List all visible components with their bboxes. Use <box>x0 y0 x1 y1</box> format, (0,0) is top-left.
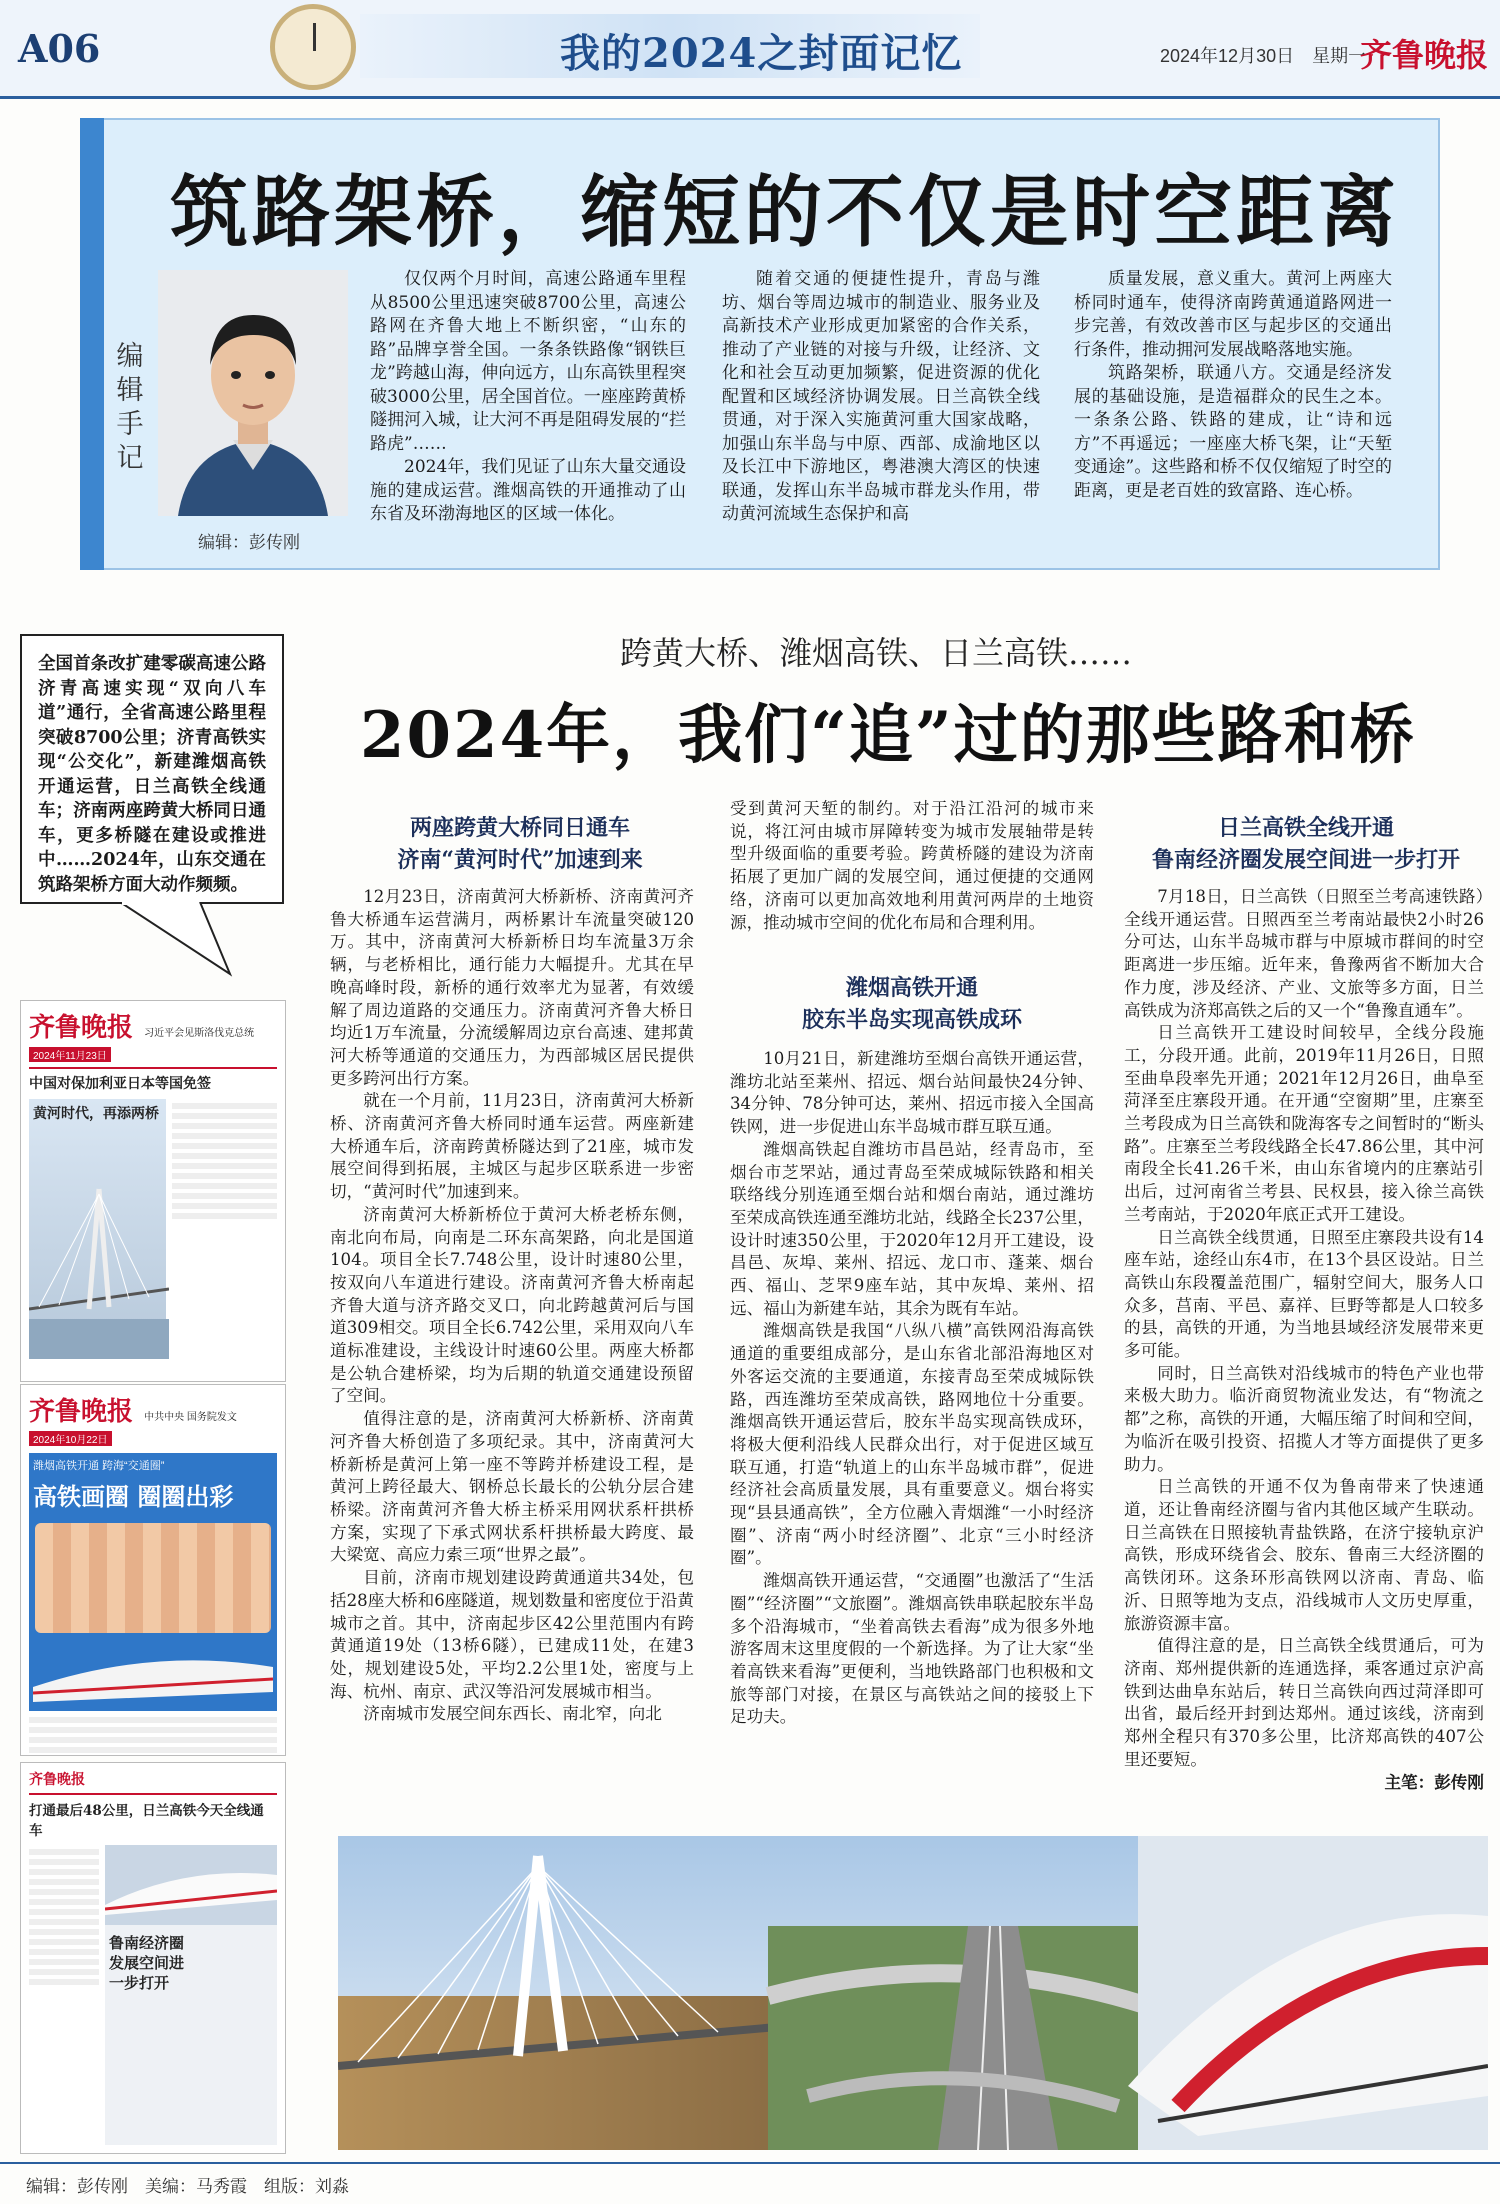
thumb-1-date: 2024年11月23日 <box>29 1047 111 1062</box>
thumb-2-train-illustration <box>33 1647 273 1707</box>
thumb-3-paper: 齐鲁晚报 <box>29 1772 85 1788</box>
thumb-3-train-illustration <box>105 1845 277 1925</box>
editor-note-col-3: 质量发展，意义重大。黄河上两座大桥同时通车，使得济南跨黄通道路网进一步完善，有效改善市区与起步区的交通出行条件，推动拥河发展战略落地实施。 筑路架桥，联通八方。交通是经济发展的基础设施，是造福群众的民生之本。一条条公路、铁路的建成，让“诗和远方”不再遥远；一座座大桥飞架，让“天堑变通途”。这些路和桥不仅仅缩短了时空的距离，更是老百姓的致富路、连心桥。 <box>1074 269 1392 501</box>
paper-name: 齐鲁晚报 <box>1360 36 1489 74</box>
cover-thumbnail-3 <box>20 1762 286 2154</box>
editor-caption: 编辑：彭传刚 <box>198 533 300 553</box>
column-title: 我的2024之封面记忆 <box>560 30 963 77</box>
page-number: A06 <box>18 26 101 71</box>
cover-thumbnail-2 <box>20 1384 286 1756</box>
thumb-1-bridge-illustration <box>29 1159 169 1359</box>
section-1-heading: 两座跨黄大桥同日通车 济南“黄河时代”加速到来 <box>397 815 643 873</box>
issue-date: 2024年12月30日 星期一 <box>1160 46 1367 66</box>
section-1-continued: 受到黄河天堑的制约。对于沿江沿河的城市来说，将江河由城市屏障转变为城市发展轴带是转型升级面临的重要考验。跨黄桥隧的建设为济南拓展了更加广阔的发展空间，通过便捷的交通网络，济南可以更加高效地利用黄河两岸的土地资源，推动城市空间的优化布局和合理利用。 <box>730 799 1094 932</box>
thumb-1-lead: 中国对保加利亚日本等国免签 <box>29 1067 277 1093</box>
section-2-body: 10月21日，新建潍坊至烟台高铁开通运营，潍坊北站至莱州、招远、烟台站间最快24分钟、34分钟、78分钟可达，莱州、招远市接入全国高铁网，进一步促进山东半岛城市群互联互通。 潍烟高铁起自潍坊市昌邑站，经青岛市，至烟台市芝罘站，通过青岛至荣成城际铁路和相关联络线分别连通至烟台站和烟台南站，通过潍坊至荣成高铁连通至潍坊北站，线路全长237公里，设计时速350公里，于2020年12月开工建设，设昌邑、灰埠、莱州、招远、龙口市、蓬莱、烟台西、福山、芝罘9座车站，其中灰埠、莱州、招远、福山为新建车站，其余为既有车站。 潍烟高铁是我国“八纵八横”高铁网沿海高铁通道的重要组成部分，是山东省北部沿海地区对外客运交流的主要通道，东接青岛至荣成城际铁路，西连潍坊至荣成高铁，路网地位十分重要。潍烟高铁开通运营后，胶东半岛实现高铁成环，将极大便利沿线人民群众出行，对于促进区域互联互通，打造“轨道上的山东半岛城市群”，促进经济社会高质量发展，具有重要意义。烟台将实现“县县通高铁”，全方位融入青烟潍“一小时经济圈”、济南“两小时经济圈”、北京“三小时经济圈”。 潍烟高铁开通运营，“交通圈”也激活了“生活圈”“经济圈”“文旅圈”。潍烟高铁串联起胶东半岛多个沿海城市，“坐着高铁去看海”成为很多外地游客周末这里度假的一个新选择。为了让大家“坐着高铁来看海”更便利，当地铁路部门也积极和文旅等部门对接，在景区与高铁站之间的接驳上下足功夫。 <box>730 1049 1094 1727</box>
thumb-3-lead: 打通最后48公里，日兰高铁今天全线通车 <box>29 1793 277 1839</box>
section-1-body: 12月23日，济南黄河大桥新桥、济南黄河齐鲁大桥通车运营满月，两桥累计车流量突破120万。其中，济南黄河大桥新桥日均车流量3万余辆，与老桥相比，通行能力大幅提升。尤其在早晚高峰时段，新桥的通行效率尤为显著，有效缓解了周边道路的交通压力。济南黄河齐鲁大桥日均近1万车流量，分流缓解周边京台高速、建邦黄河大桥等通道的交通压力，为西部城区居民提供更多跨河出行方案。 就在一个月前，11月23日，济南黄河大桥新桥、济南黄河齐鲁大桥同时通车运营。两座新建大桥通车后，济南跨黄桥隧达到了21座，城市发展空间得到拓展，主城区与起步区联系进一步密切，“黄河时代”加速到来。 济南黄河大桥新桥位于黄河大桥老桥东侧，南北向布局，向南是二环东高架路，向北是国道104。项目全长7.748公里，设计时速80公里，按双向八车道进行建设。济南黄河齐鲁大桥南起齐鲁大道与济齐路交叉口，向北跨越黄河后与国道309相交。项目全长6.742公里，采用双向八车道标准建设，主线设计时速60公里。两座大桥都是公轨合建桥梁，均为后期的轨道交通建设预留了空间。 值得注意的是，济南黄河大桥新桥、济南黄河齐鲁大桥创造了多项纪录。其中，济南黄河大桥新桥是黄河上第一座不等跨并桥建设工程，是黄河上跨径最大、钢桥总长最长的公轨分层合建桥梁。济南黄河齐鲁大桥主桥采用网状系杆拱桥方案，实现了下承式网状系杆拱桥最大跨度、最大梁宽、高应力索三项“世界之最”。 目前，济南市规划建设跨黄通道共34处，包括28座大桥和6座隧道，规划数量和密度位于沿黄城市之首。其中，济南起步区42公里范围内有跨黄通道19处（13桥6隧），已建成11处，在建3处，规划建设5处，平均2.2公里1处，密度与上海、杭州、南京、武汉等沿河发展城市相当。 济南城市发展空间东西长、南北窄，向北 <box>330 887 694 1724</box>
footer-credits: 编辑：彭传刚 美编：马秀霞 组版：刘淼 <box>26 2177 349 2197</box>
thumb-3-rail-photo: 鲁南经济圈发展空间进一步打开 <box>105 1845 277 2145</box>
bridge-rail-photo-collage <box>338 1836 1488 2150</box>
thumb-1-bridge-photo: 黄河时代，再添两桥 <box>29 1099 166 1359</box>
thumb-1-side: 习近平会见斯洛伐克总统 <box>144 1028 255 1039</box>
article-author: 主笔：彭传刚 <box>1384 1772 1484 1793</box>
section-3-body: 7月18日，日兰高铁（日照至兰考高速铁路）全线开通运营。日照西至兰考南站最快2小时26分可达，山东半岛城市群与中原城市群间的时空距离进一步压缩。近年来，鲁豫两省不断加大合作力度，涉及经济、产业、文旅等多方面，日兰高铁成为济郑高铁之后的又一个“鲁豫直通车”。 日兰高铁开工建设时间较早，全线分段施工，分段开通。此前，2019年11月26日，日照至曲阜段率先开通；2021年12月26日，曲阜至菏泽至庄寨段开通。在开通“空窗期”里，庄寨至兰考段成为日兰高铁和陇海客专之间暂时的“断头路”。庄寨至兰考段线路全长47.86公里，其中河南段全长41.26千米，由山东省境内的庄寨站引出后，过河南省兰考县、民权县，接入徐兰高铁兰考南站，于2020年底正式开工建设。 日兰高铁全线贯通，日照至庄寨段共设有14座车站，途经山东4市，在13个县区设站。日兰高铁山东段覆盖范围广，辐射空间大，服务人口众多，莒南、平邑、嘉祥、巨野等都是人口较多的县，高铁的开通，为当地县域经济发展带来更多可能。 同时，日兰高铁对沿线城市的特色产业也带来极大助力。临沂商贸物流业发达，有“物流之都”之称，高铁的开通，大幅压缩了时间和空间，为临沂在吸引投资、招揽人才等方面提供了更多助力。 日兰高铁的开通不仅为鲁南带来了快速通道，还让鲁南经济圈与省内其他区域产生联动。日兰高铁在日照接轨青盐铁路，在济宁接轨京沪高铁，形成环绕省会、胶东、鲁南三大经济圈的高铁闭环。这条环形高铁网以济南、青岛、临沂、日照等地为支点，沿线城市人文历史厚重，旅游资源丰富。 值得注意的是，日兰高铁全线贯通后，可为济南、郑州提供新的连通选择，乘客通过京沪高铁到达曲阜东站后，转日兰高铁向西过菏泽即可出省，最后经开封到达郑州。通过该线，济南到郑州全程只有370多公里，比济郑高铁的407公里还要短。 主笔：彭传刚 <box>1124 887 1484 1793</box>
cover-headline: 筑路架桥，缩短的不仅是时空距离 <box>170 167 1401 258</box>
article-headline: 2024年，我们“追”过的那些路和桥 <box>360 698 1416 773</box>
cover-thumbnail-1 <box>20 1000 286 1382</box>
thumb-2-date: 2024年10月22日 <box>29 1431 112 1446</box>
thumb-1-paper: 齐鲁晚报 <box>29 1013 134 1043</box>
article-subheadline: 跨黄大桥、潍烟高铁、日兰高铁…… <box>620 634 1133 672</box>
collage-illustration <box>338 1836 1488 2150</box>
clock-icon <box>270 4 356 90</box>
thumb-2-side: 中共中央 国务院发文 <box>144 1412 237 1423</box>
editor-portrait <box>158 270 348 516</box>
thumb-2-rail-poster: 潍烟高铁开通 跨海“交通圈” 高铁画圈 圈圈出彩 <box>29 1453 277 1711</box>
box-accent-bar <box>80 118 104 570</box>
thumb-2-crowd-photo <box>35 1523 271 1633</box>
thumb-2-paper: 齐鲁晚报 <box>29 1397 134 1427</box>
section-3-heading: 日兰高铁全线开通 鲁南经济圈发展空间进一步打开 <box>1151 815 1460 873</box>
bubble-tail <box>120 902 240 982</box>
portrait-illustration <box>158 270 348 516</box>
editor-note-label: 编辑手记 <box>116 341 144 474</box>
section-2-heading: 潍烟高铁开通 胶东半岛实现高铁成环 <box>801 975 1022 1033</box>
editor-note-col-2: 随着交通的便捷性提升，青岛与潍坊、烟台等周边城市的制造业、服务业及高新技术产业形成更加紧密的合作关系，推动了产业链的对接与升级，让经济、文化和社会互动更加频繁，促进资源的优化配置和区域经济协调发展。日兰高铁全线贯通，对于深入实施黄河重大国家战略，加强山东半岛与中原、西部、成渝地区以及长江中下游地区，粤港澳大湾区的快速联通，发挥山东半岛城市群龙头作用，带动黄河流域生态保护和高 <box>722 269 1040 524</box>
summary-bubble: 全国首条改扩建零碳高速公路济青高速实现“双向八车道”通行，全省高速公路里程突破8700公里；济青高铁实现“公交化”，新建潍烟高铁开通运营，日兰高铁全线通车；济南两座跨黄大桥同日通车，更多桥隧在建设或推进中……2024年，山东交通在筑路架桥方面大动作频频。 <box>20 634 284 904</box>
editor-note-col-1: 仅仅两个月时间，高速公路通车里程从8500公里迅速突破8700公里，高速公路网在齐鲁大地上不断织密，“山东的路”品牌享誉全国。一条条铁路像“钢铁巨龙”跨越山海，伸向远方，山东高铁里程突破3000公里，居全国首位。一座座跨黄桥隧拥河入城，让大河不再是阻碍发展的“拦路虎”…… 2024年，我们见证了山东大量交通设施的建成运营。潍烟高铁的开通推动了山东省及环渤海地区的区域一体化。 <box>370 269 686 524</box>
